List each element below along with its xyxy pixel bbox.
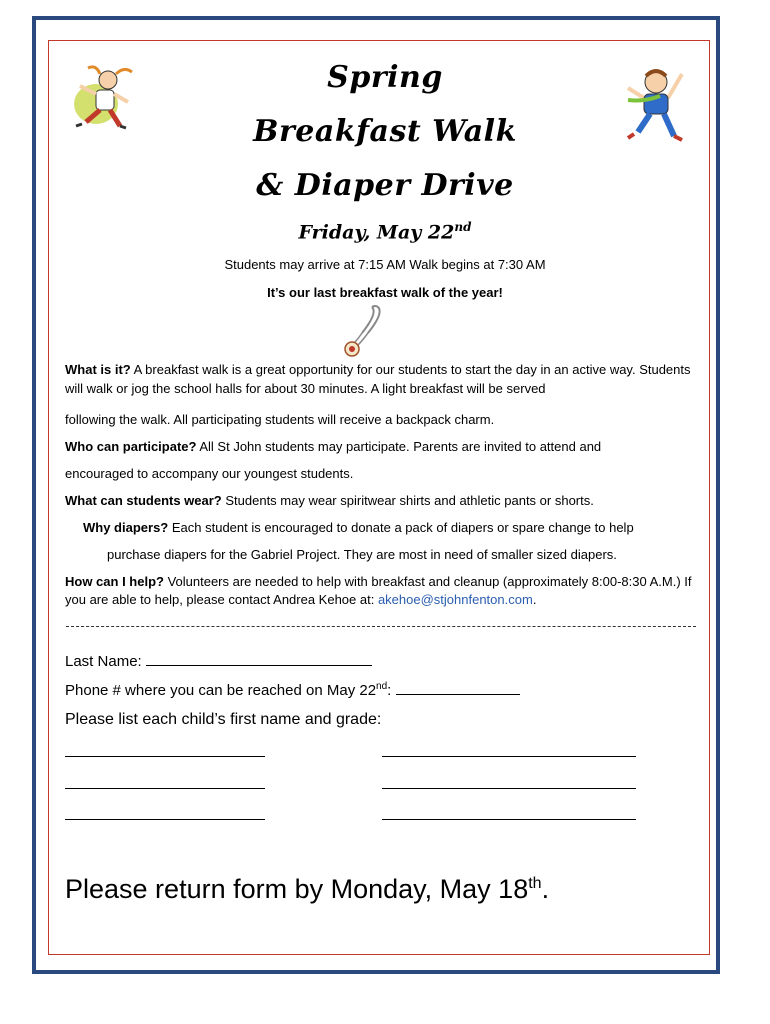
why-question: Why diapers? xyxy=(83,520,169,535)
wear-answer: Students may wear spiritwear shirts and athletic pants or shorts. xyxy=(221,493,594,508)
return-suffix: th xyxy=(528,875,542,892)
title-line-3: & Diaper Drive xyxy=(256,168,514,203)
child-name-field-2[interactable] xyxy=(65,788,265,789)
event-date-main: Friday, May 22 xyxy=(298,221,455,244)
event-date-suffix: nd xyxy=(454,220,472,234)
contact-email-link[interactable]: akehoe@stjohnfenton.com xyxy=(377,592,533,607)
who-answer-continued: encouraged to accompany our youngest students. xyxy=(65,466,354,481)
help-question: How can I help? xyxy=(65,574,164,589)
child-list-label: Please list each child’s first name and grade: xyxy=(65,711,382,728)
return-main: Please return form by Monday, May 18 xyxy=(65,874,529,904)
child-grade-field-2[interactable] xyxy=(382,788,636,789)
help-answer: Volunteers are needed to help with breakfast and cleanup (approximately 8:00-8:30 A.M.) If you are able to help, please contact Andrea Kehoe at: xyxy=(65,574,692,607)
phone-label-colon: : xyxy=(387,682,396,699)
wear-paragraph xyxy=(65,487,695,514)
who-answer: All St John students may participate. Parents are invited to attend and xyxy=(196,439,602,454)
why-diapers-paragraph xyxy=(83,514,713,541)
who-paragraph xyxy=(65,433,695,460)
child-name-field-1[interactable] xyxy=(65,756,265,757)
return-end: . xyxy=(541,874,550,904)
last-name-label: Last Name: xyxy=(65,653,146,670)
last-name-row xyxy=(65,651,372,670)
help-end: . xyxy=(532,592,537,607)
wear-question: What can students wear? xyxy=(65,493,222,508)
medal-icon xyxy=(338,303,388,359)
why-answer-continued: purchase diapers for the Gabriel Project. They are most in need of smaller sized diapers. xyxy=(107,547,617,562)
cut-line xyxy=(66,626,696,627)
last-walk-notice: It’s our last breakfast walk of the year! xyxy=(267,285,503,300)
return-deadline xyxy=(65,874,549,905)
last-name-field[interactable] xyxy=(146,651,372,666)
who-question: Who can participate? xyxy=(65,439,197,454)
phone-row xyxy=(65,680,520,699)
child-name-field-3[interactable] xyxy=(65,819,265,820)
phone-label-suffix: nd xyxy=(376,681,388,692)
what-answer: A breakfast walk is a great opportunity for our students to start the day in an active way. Students will walk or jog the school halls for about 30 minutes. A light breakfast will be served xyxy=(65,362,691,396)
event-date xyxy=(0,220,770,243)
title-line-1: Spring xyxy=(327,60,443,95)
help-paragraph xyxy=(65,573,695,609)
title-line-2: Breakfast Walk xyxy=(253,114,517,149)
phone-field[interactable] xyxy=(396,680,520,695)
phone-label: Phone # where you can be reached on May 22 xyxy=(65,682,377,699)
what-answer-continued: following the walk. All participating students will receive a backpack charm. xyxy=(65,412,495,427)
arrival-time: Students may arrive at 7:15 AM Walk begins at 7:30 AM xyxy=(224,257,546,272)
child-grade-field-1[interactable] xyxy=(382,756,636,757)
what-is-it-paragraph xyxy=(65,360,695,398)
child-grade-field-3[interactable] xyxy=(382,819,636,820)
why-answer: Each student is encouraged to donate a pack of diapers or spare change to help xyxy=(168,520,634,535)
what-question: What is it? xyxy=(65,362,131,377)
